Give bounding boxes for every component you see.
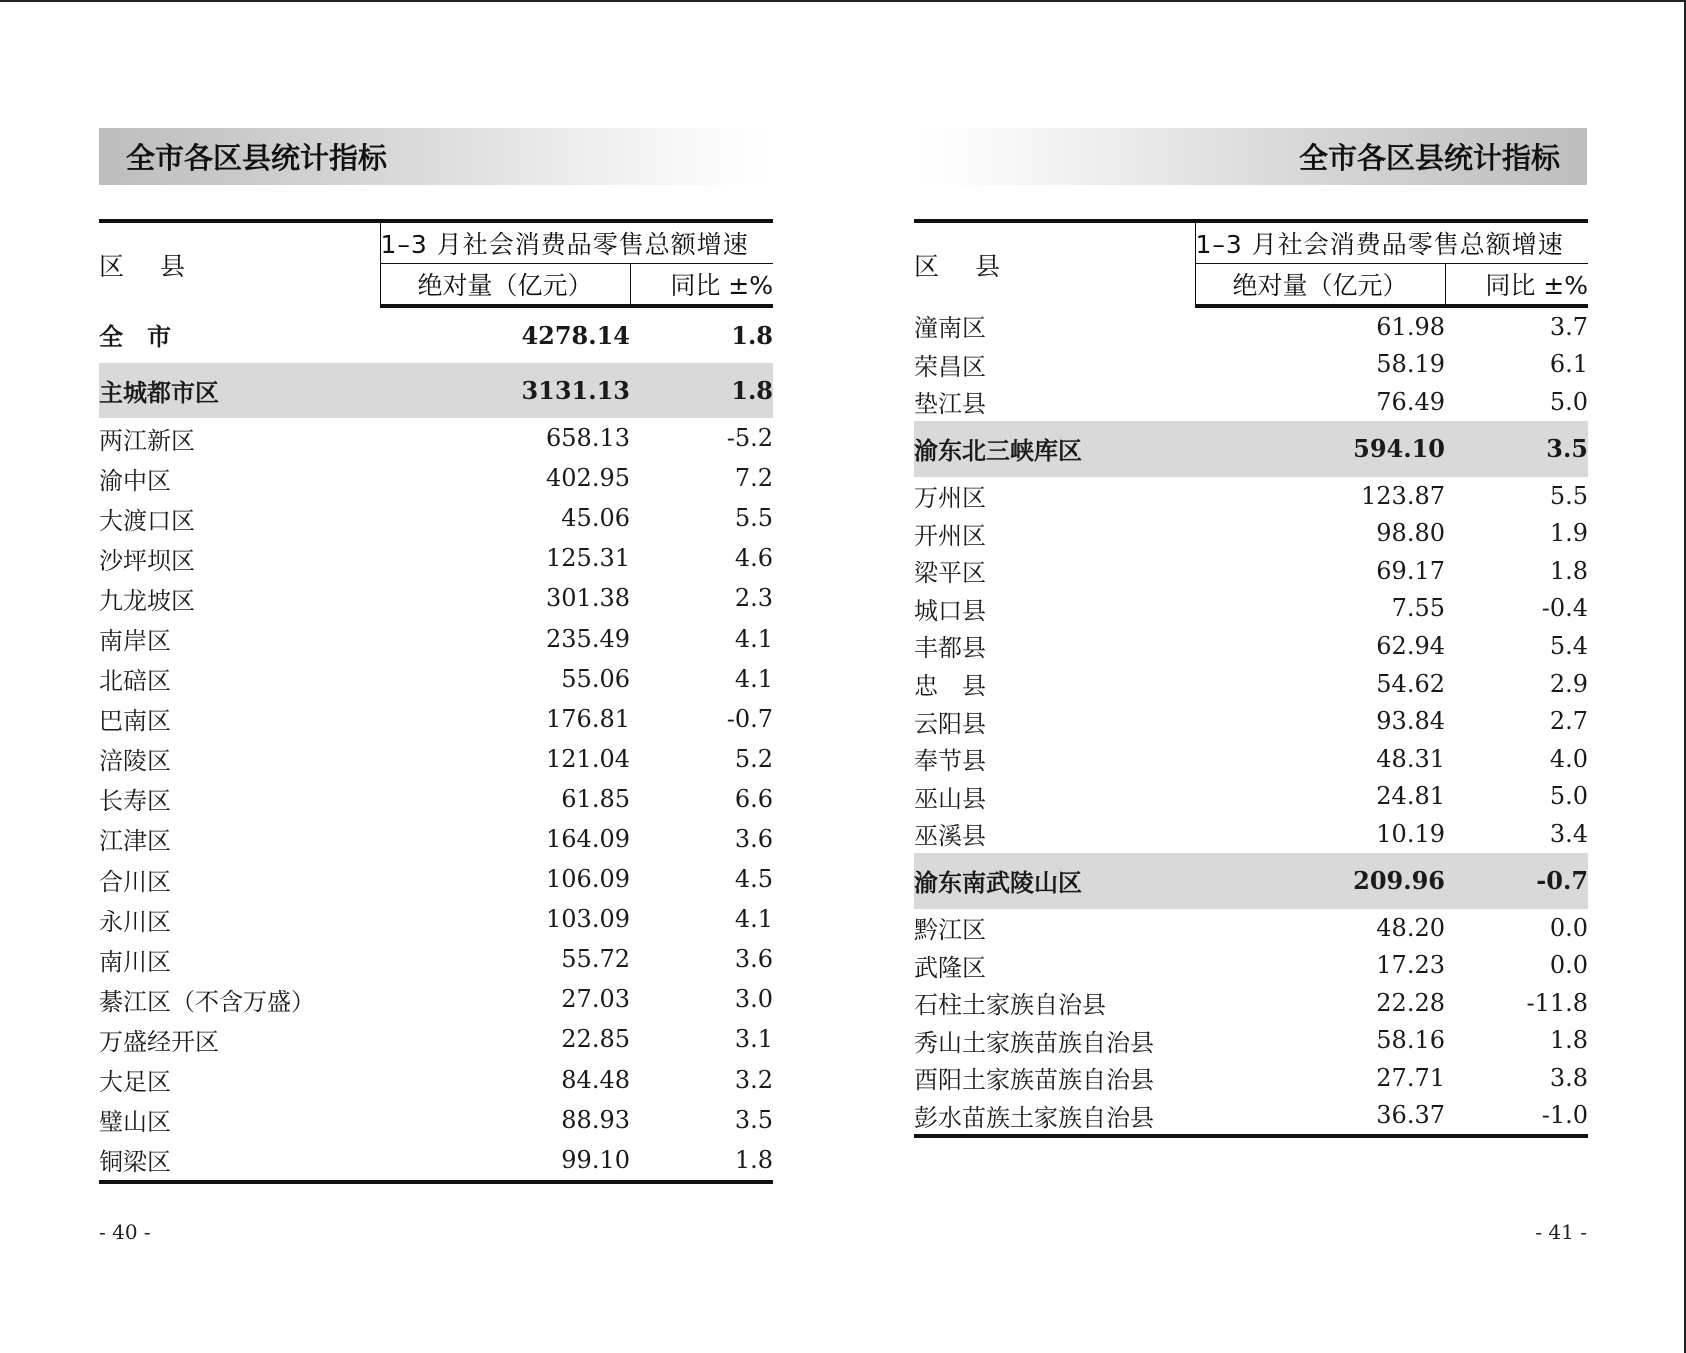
district-name-cell: 南岸区 — [99, 627, 171, 656]
district-name-cell: 九龙坡区 — [99, 586, 195, 615]
district-name-cell: 江津区 — [99, 827, 171, 856]
yoy-cell: 7.2 — [734, 464, 774, 493]
table-row — [99, 939, 773, 979]
yoy-cell: 3.6 — [734, 945, 774, 974]
district-name-cell: 渝东北三峡库区 — [914, 421, 1195, 477]
yoy-cell: 3.4 — [1549, 819, 1589, 848]
yoy-cell: 1.8 — [630, 363, 773, 418]
district-name-cell: 大渡口区 — [99, 506, 195, 535]
page-number: - 41 - — [1535, 1220, 1587, 1244]
district-name-cell: 大足区 — [99, 1068, 171, 1097]
value-cell: 17.23 — [1376, 951, 1445, 980]
district-name-cell: 璧山区 — [99, 1108, 171, 1137]
header-district: 区 县 — [99, 221, 380, 306]
yoy-cell: 4.1 — [734, 664, 774, 693]
table-row — [99, 618, 773, 658]
table-row — [914, 306, 1588, 346]
value-cell: 48.20 — [1376, 913, 1445, 942]
value-cell: 209.96 — [1195, 853, 1445, 909]
yoy-cell: 3.5 — [1445, 421, 1588, 477]
district-name-cell: 南川区 — [99, 947, 171, 976]
value-cell: 121.04 — [546, 744, 630, 773]
table-row — [914, 1097, 1588, 1137]
section-banner: 全市各区县统计指标 — [99, 128, 773, 185]
district-name-cell: 万盛经开区 — [99, 1027, 219, 1056]
district-name-cell: 主城都市区 — [99, 363, 380, 418]
yoy-cell: -0.4 — [1541, 594, 1589, 623]
district-name-cell: 渝中区 — [99, 466, 171, 495]
yoy-cell: 3.2 — [734, 1065, 774, 1094]
header-value: 绝对量（亿元） — [1195, 264, 1445, 307]
value-cell: 164.09 — [546, 824, 630, 853]
table-row — [914, 665, 1588, 703]
yoy-cell: 5.5 — [734, 504, 774, 533]
table-body — [99, 306, 773, 1182]
district-name-cell: 巫溪县 — [914, 822, 986, 851]
value-cell: 99.10 — [561, 1145, 630, 1174]
value-cell: 123.87 — [1361, 481, 1445, 510]
value-cell: 7.55 — [1391, 594, 1445, 623]
value-cell: 62.94 — [1376, 631, 1445, 660]
value-cell: 27.71 — [1376, 1063, 1445, 1092]
district-name-cell: 黔江区 — [914, 916, 986, 945]
table-row — [914, 514, 1588, 552]
table-row — [914, 1059, 1588, 1097]
district-name-cell: 开州区 — [914, 521, 986, 550]
yoy-cell: 5.0 — [1549, 782, 1589, 811]
district-name-cell: 巴南区 — [99, 707, 171, 736]
table-row — [99, 1019, 773, 1059]
district-name-cell: 彭水苗族土家族自治县 — [914, 1103, 1154, 1132]
value-cell: 76.49 — [1376, 387, 1445, 416]
district-name-cell: 北碚区 — [99, 667, 171, 696]
value-cell: 88.93 — [561, 1105, 630, 1134]
table-row — [99, 498, 773, 538]
table-row — [99, 979, 773, 1019]
value-cell: 61.85 — [561, 784, 630, 813]
district-name-cell: 渝东南武陵山区 — [914, 853, 1195, 909]
page-number: - 40 - — [99, 1220, 151, 1244]
value-cell: 4278.14 — [521, 321, 630, 350]
district-stats-table — [99, 219, 773, 1184]
table-row — [914, 984, 1588, 1022]
value-cell: 69.17 — [1376, 556, 1445, 585]
yoy-cell: 6.1 — [1549, 350, 1589, 379]
yoy-cell: 3.7 — [1549, 312, 1589, 341]
value-cell: 594.10 — [1195, 421, 1445, 477]
table-row — [914, 383, 1588, 421]
table-row — [99, 1060, 773, 1100]
value-cell: 24.81 — [1376, 782, 1445, 811]
value-cell: 22.28 — [1376, 988, 1445, 1017]
value-cell: 93.84 — [1376, 707, 1445, 736]
value-cell: 55.72 — [561, 945, 630, 974]
district-stats-table — [914, 219, 1588, 1138]
group-row — [99, 363, 773, 418]
value-cell: 98.80 — [1376, 519, 1445, 548]
district-name-cell: 合川区 — [99, 867, 171, 896]
header-indicator: 1–3 月社会消费品零售总额增速 — [380, 221, 773, 264]
yoy-cell: 4.6 — [734, 544, 774, 573]
yoy-cell: -0.7 — [726, 704, 774, 733]
district-name-cell: 丰都县 — [914, 634, 986, 663]
table-row — [99, 418, 773, 458]
yoy-cell: 3.8 — [1549, 1063, 1589, 1092]
district-name-cell: 沙坪坝区 — [99, 546, 195, 575]
table-row — [99, 659, 773, 699]
yoy-cell: 6.6 — [734, 784, 774, 813]
value-cell: 402.95 — [546, 464, 630, 493]
yoy-cell: 1.9 — [1549, 519, 1589, 548]
yoy-cell: 3.6 — [734, 824, 774, 853]
value-cell: 45.06 — [561, 504, 630, 533]
yoy-cell: 4.1 — [734, 905, 774, 934]
district-name-cell: 綦江区（不含万盛） — [99, 987, 315, 1016]
table-row — [914, 909, 1588, 947]
value-cell: 125.31 — [546, 544, 630, 573]
yoy-cell: 5.5 — [1549, 481, 1589, 510]
district-name-cell: 垫江县 — [914, 390, 986, 419]
header-yoy: 同比 ±% — [1445, 264, 1588, 307]
district-name-cell: 两江新区 — [99, 426, 195, 455]
yoy-cell: 5.4 — [1549, 631, 1589, 660]
district-name-cell: 巫山县 — [914, 784, 986, 813]
district-name-cell: 长寿区 — [99, 787, 171, 816]
table-row — [914, 627, 1588, 665]
group-row — [914, 853, 1588, 909]
yoy-cell: 0.0 — [1549, 951, 1589, 980]
header-yoy: 同比 ±% — [630, 264, 773, 307]
district-name-cell: 荣昌区 — [914, 352, 986, 381]
header-indicator: 1–3 月社会消费品零售总额增速 — [1195, 221, 1588, 264]
total-row — [99, 306, 773, 363]
district-name-cell: 酉阳土家族苗族自治县 — [914, 1066, 1154, 1095]
yoy-cell: -5.2 — [726, 424, 774, 453]
table-row — [914, 740, 1588, 778]
yoy-cell: 5.2 — [734, 744, 774, 773]
yoy-cell: 2.3 — [734, 584, 774, 613]
table-row — [914, 590, 1588, 628]
table-row — [914, 346, 1588, 384]
yoy-cell: 3.0 — [734, 985, 774, 1014]
value-cell: 176.81 — [546, 704, 630, 733]
yoy-cell: -0.7 — [1445, 853, 1588, 909]
district-name-cell: 云阳县 — [914, 709, 986, 738]
table-row — [914, 1022, 1588, 1060]
value-cell: 22.85 — [561, 1025, 630, 1054]
table-row — [99, 739, 773, 779]
value-cell: 27.03 — [561, 985, 630, 1014]
table-row — [99, 458, 773, 498]
table-row — [914, 815, 1588, 853]
section-banner: 全市各区县统计指标 — [914, 128, 1587, 185]
yoy-cell: -11.8 — [1526, 988, 1589, 1017]
district-name-cell: 涪陵区 — [99, 747, 171, 776]
value-cell: 84.48 — [561, 1065, 630, 1094]
value-cell: 48.31 — [1376, 744, 1445, 773]
table-row — [99, 538, 773, 578]
value-cell: 36.37 — [1376, 1101, 1445, 1130]
table-row — [914, 552, 1588, 590]
district-name-cell: 城口县 — [914, 596, 986, 625]
yoy-cell: -1.0 — [1541, 1101, 1589, 1130]
yoy-cell: 3.1 — [734, 1025, 774, 1054]
value-cell: 55.06 — [561, 664, 630, 693]
yoy-cell: 4.0 — [1549, 744, 1589, 773]
district-name-cell: 万州区 — [914, 484, 986, 513]
value-cell: 3131.13 — [380, 363, 630, 418]
table-row — [914, 477, 1588, 515]
yoy-cell: 1.8 — [1549, 556, 1589, 585]
district-name-cell: 永川区 — [99, 907, 171, 936]
table-row — [99, 859, 773, 899]
value-cell: 106.09 — [546, 865, 630, 894]
table-row — [99, 1100, 773, 1140]
value-cell: 10.19 — [1376, 819, 1445, 848]
header-value: 绝对量（亿元） — [380, 264, 630, 307]
value-cell: 54.62 — [1376, 669, 1445, 698]
yoy-cell: 4.5 — [734, 865, 774, 894]
top-border-line — [0, 0, 1686, 2]
district-name-cell: 奉节县 — [914, 747, 986, 776]
table-row — [99, 699, 773, 739]
yoy-cell: 1.8 — [1549, 1026, 1589, 1055]
table-row — [99, 578, 773, 618]
table-row — [99, 779, 773, 819]
yoy-cell: 2.9 — [1549, 669, 1589, 698]
value-cell: 235.49 — [546, 624, 630, 653]
value-cell: 58.16 — [1376, 1026, 1445, 1055]
value-cell: 58.19 — [1376, 350, 1445, 379]
table-row — [99, 899, 773, 939]
group-row — [914, 421, 1588, 477]
district-name-cell: 潼南区 — [914, 314, 986, 343]
value-cell: 103.09 — [546, 905, 630, 934]
district-name-cell: 全 市 — [99, 322, 171, 351]
yoy-cell: 0.0 — [1549, 913, 1589, 942]
district-name-cell: 梁平区 — [914, 559, 986, 588]
district-name-cell: 铜梁区 — [99, 1148, 171, 1177]
district-name-cell: 秀山土家族苗族自治县 — [914, 1028, 1154, 1057]
district-name-cell: 忠 县 — [914, 672, 986, 701]
yoy-cell: 3.5 — [734, 1105, 774, 1134]
yoy-cell: 2.7 — [1549, 707, 1589, 736]
yoy-cell: 1.8 — [731, 321, 774, 350]
table-row — [99, 819, 773, 859]
value-cell: 61.98 — [1376, 312, 1445, 341]
table-row — [914, 778, 1588, 816]
district-name-cell: 石柱土家族自治县 — [914, 991, 1106, 1020]
table-body — [914, 306, 1588, 1136]
value-cell: 301.38 — [546, 584, 630, 613]
yoy-cell: 4.1 — [734, 624, 774, 653]
header-district: 区 县 — [914, 221, 1195, 306]
table-row — [914, 702, 1588, 740]
yoy-cell: 1.8 — [734, 1145, 774, 1174]
district-name-cell: 武隆区 — [914, 953, 986, 982]
table-row — [914, 946, 1588, 984]
yoy-cell: 5.0 — [1549, 387, 1589, 416]
value-cell: 658.13 — [546, 424, 630, 453]
table-row — [99, 1140, 773, 1182]
